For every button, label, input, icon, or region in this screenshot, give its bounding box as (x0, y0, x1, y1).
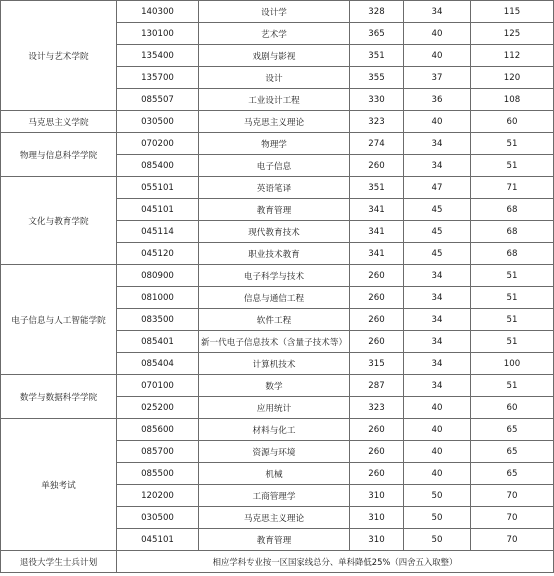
major-name-cell: 马克思主义理论 (199, 111, 350, 133)
single-score-a-cell: 34 (404, 155, 471, 177)
single-score-b-cell: 100 (471, 353, 554, 375)
single-score-b-cell: 70 (471, 529, 554, 551)
major-name-cell: 戏剧与影视 (199, 45, 350, 67)
single-score-a-cell: 45 (404, 199, 471, 221)
single-score-a-cell: 45 (404, 221, 471, 243)
single-score-a-cell: 50 (404, 507, 471, 529)
major-name-cell: 机械 (199, 463, 350, 485)
major-code-cell: 081000 (117, 287, 199, 309)
single-score-b-cell: 108 (471, 89, 554, 111)
single-score-b-cell: 51 (471, 375, 554, 397)
major-name-cell: 教育管理 (199, 529, 350, 551)
major-name-cell: 信息与通信工程 (199, 287, 350, 309)
major-code-cell: 045120 (117, 243, 199, 265)
total-score-cell: 260 (350, 265, 404, 287)
table-row (1, 265, 554, 287)
major-code-cell: 045101 (117, 199, 199, 221)
single-score-a-cell: 40 (404, 111, 471, 133)
major-name-cell: 工业设计工程 (199, 89, 350, 111)
single-score-b-cell: 51 (471, 287, 554, 309)
total-score-cell: 341 (350, 243, 404, 265)
major-name-cell: 现代教育技术 (199, 221, 350, 243)
single-score-a-cell: 34 (404, 133, 471, 155)
single-score-b-cell: 51 (471, 155, 554, 177)
major-name-cell: 设计 (199, 67, 350, 89)
major-code-cell: 083500 (117, 309, 199, 331)
single-score-a-cell: 50 (404, 485, 471, 507)
single-score-b-cell: 68 (471, 221, 554, 243)
total-score-cell: 351 (350, 45, 404, 67)
single-score-b-cell: 112 (471, 45, 554, 67)
major-code-cell: 080900 (117, 265, 199, 287)
major-code-cell: 085507 (117, 89, 199, 111)
single-score-b-cell: 68 (471, 243, 554, 265)
total-score-cell: 310 (350, 507, 404, 529)
single-score-a-cell: 34 (404, 309, 471, 331)
total-score-cell: 310 (350, 485, 404, 507)
total-score-cell: 341 (350, 221, 404, 243)
table-row (1, 419, 554, 441)
major-code-cell: 030500 (117, 507, 199, 529)
single-score-b-cell: 65 (471, 441, 554, 463)
single-score-b-cell: 51 (471, 265, 554, 287)
total-score-cell: 315 (350, 353, 404, 375)
single-score-b-cell: 51 (471, 331, 554, 353)
major-code-cell: 045101 (117, 529, 199, 551)
single-score-b-cell: 65 (471, 419, 554, 441)
total-score-cell: 260 (350, 309, 404, 331)
major-code-cell: 085404 (117, 353, 199, 375)
single-score-b-cell: 71 (471, 177, 554, 199)
footer-note-cell: 相应学科专业按一区国家线总分、单科降低25%（四舍五入取整） (117, 551, 554, 573)
score-table-body (1, 1, 554, 573)
single-score-b-cell: 51 (471, 309, 554, 331)
major-name-cell: 工商管理学 (199, 485, 350, 507)
major-code-cell: 085500 (117, 463, 199, 485)
major-code-cell: 135400 (117, 45, 199, 67)
single-score-a-cell: 34 (404, 265, 471, 287)
single-score-b-cell: 70 (471, 485, 554, 507)
table-row (1, 111, 554, 133)
single-score-b-cell: 60 (471, 397, 554, 419)
single-score-a-cell: 34 (404, 353, 471, 375)
major-name-cell: 计算机技术 (199, 353, 350, 375)
major-name-cell: 艺术学 (199, 23, 350, 45)
single-score-a-cell: 36 (404, 89, 471, 111)
major-name-cell: 教育管理 (199, 199, 350, 221)
major-code-cell: 070100 (117, 375, 199, 397)
single-score-b-cell: 60 (471, 111, 554, 133)
major-code-cell: 055101 (117, 177, 199, 199)
single-score-a-cell: 34 (404, 287, 471, 309)
major-code-cell: 030500 (117, 111, 199, 133)
major-code-cell: 025200 (117, 397, 199, 419)
table-row (1, 375, 554, 397)
major-name-cell: 数学 (199, 375, 350, 397)
major-code-cell: 140300 (117, 1, 199, 23)
total-score-cell: 323 (350, 111, 404, 133)
total-score-cell: 328 (350, 1, 404, 23)
single-score-a-cell: 40 (404, 397, 471, 419)
total-score-cell: 341 (350, 199, 404, 221)
total-score-cell: 351 (350, 177, 404, 199)
single-score-b-cell: 125 (471, 23, 554, 45)
major-code-cell: 085400 (117, 155, 199, 177)
footer-row (1, 551, 554, 573)
table-row (1, 177, 554, 199)
total-score-cell: 310 (350, 529, 404, 551)
college-cell: 设计与艺术学院 (1, 1, 117, 111)
major-name-cell: 应用统计 (199, 397, 350, 419)
major-name-cell: 新一代电子信息技术（含量子技术等） (199, 331, 350, 353)
single-score-a-cell: 45 (404, 243, 471, 265)
footer-label-cell: 退役大学生士兵计划 (1, 551, 117, 573)
major-name-cell: 电子科学与技术 (199, 265, 350, 287)
total-score-cell: 330 (350, 89, 404, 111)
college-cell: 物理与信息科学学院 (1, 133, 117, 177)
major-name-cell: 资源与环境 (199, 441, 350, 463)
major-name-cell: 软件工程 (199, 309, 350, 331)
single-score-a-cell: 50 (404, 529, 471, 551)
major-name-cell: 电子信息 (199, 155, 350, 177)
single-score-a-cell: 40 (404, 441, 471, 463)
total-score-cell: 260 (350, 155, 404, 177)
total-score-cell: 323 (350, 397, 404, 419)
single-score-a-cell: 34 (404, 331, 471, 353)
table-row (1, 1, 554, 23)
major-name-cell: 英语笔译 (199, 177, 350, 199)
total-score-cell: 365 (350, 23, 404, 45)
total-score-cell: 260 (350, 331, 404, 353)
single-score-a-cell: 40 (404, 463, 471, 485)
single-score-b-cell: 70 (471, 507, 554, 529)
single-score-a-cell: 37 (404, 67, 471, 89)
major-code-cell: 070200 (117, 133, 199, 155)
total-score-cell: 260 (350, 441, 404, 463)
single-score-a-cell: 34 (404, 375, 471, 397)
total-score-cell: 260 (350, 287, 404, 309)
major-code-cell: 135700 (117, 67, 199, 89)
major-name-cell: 设计学 (199, 1, 350, 23)
single-score-b-cell: 115 (471, 1, 554, 23)
total-score-cell: 260 (350, 463, 404, 485)
single-score-b-cell: 51 (471, 133, 554, 155)
college-cell: 马克思主义学院 (1, 111, 117, 133)
college-cell: 数学与数据科学学院 (1, 375, 117, 419)
major-name-cell: 马克思主义理论 (199, 507, 350, 529)
single-score-a-cell: 40 (404, 45, 471, 67)
total-score-cell: 274 (350, 133, 404, 155)
college-cell: 电子信息与人工智能学院 (1, 265, 117, 375)
single-score-b-cell: 120 (471, 67, 554, 89)
total-score-cell: 355 (350, 67, 404, 89)
single-score-a-cell: 40 (404, 23, 471, 45)
major-name-cell: 材料与化工 (199, 419, 350, 441)
major-code-cell: 085401 (117, 331, 199, 353)
college-cell: 单独考试 (1, 419, 117, 551)
single-score-a-cell: 47 (404, 177, 471, 199)
major-code-cell: 120200 (117, 485, 199, 507)
single-score-b-cell: 65 (471, 463, 554, 485)
single-score-b-cell: 68 (471, 199, 554, 221)
single-score-a-cell: 34 (404, 1, 471, 23)
total-score-cell: 287 (350, 375, 404, 397)
major-code-cell: 045114 (117, 221, 199, 243)
total-score-cell: 260 (350, 419, 404, 441)
major-code-cell: 085600 (117, 419, 199, 441)
major-code-cell: 130100 (117, 23, 199, 45)
table-row (1, 133, 554, 155)
major-name-cell: 物理学 (199, 133, 350, 155)
major-code-cell: 085700 (117, 441, 199, 463)
single-score-a-cell: 40 (404, 419, 471, 441)
college-cell: 文化与教育学院 (1, 177, 117, 265)
major-name-cell: 职业技术教育 (199, 243, 350, 265)
